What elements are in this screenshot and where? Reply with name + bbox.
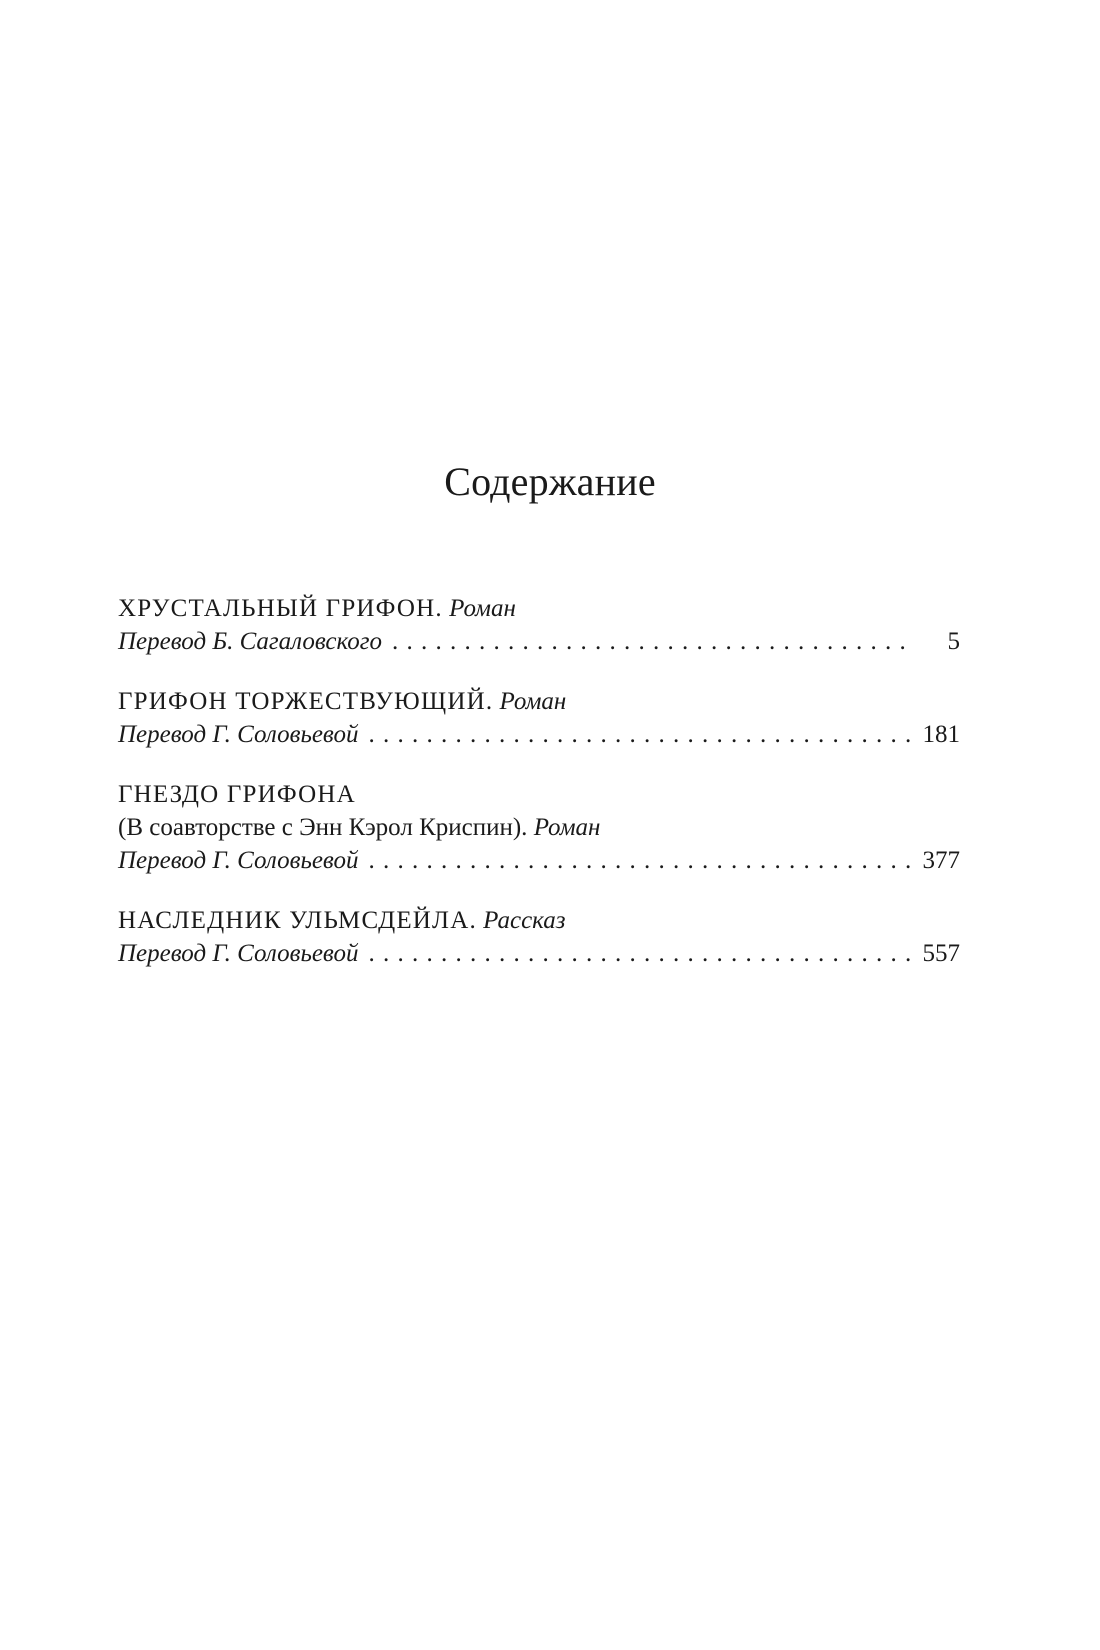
entry-coauthor-note: (В соавторстве с Энн Кэрол Криспин). <box>118 814 528 841</box>
entry-title: ГРИФОН ТОРЖЕСТВУЮЩИЙ. <box>118 688 494 715</box>
entry-title: ХРУСТАЛЬНЫЙ ГРИФОН. <box>118 595 443 622</box>
table-of-contents <box>118 592 960 970</box>
entry-genre: Роман <box>499 688 567 715</box>
entry-page-number: 181 <box>922 721 960 748</box>
dot-leader <box>392 625 914 658</box>
toc-entry-3 <box>118 778 960 877</box>
entry-translator-line <box>118 844 960 877</box>
entry-genre: Рассказ <box>483 907 566 934</box>
entry-translator: Перевод Г. Соловьевой <box>118 940 359 967</box>
entry-translator: Перевод Г. Соловьевой <box>118 721 359 748</box>
entry-translator: Перевод Б. Сагаловского <box>118 628 383 655</box>
entry-translator-line <box>118 937 960 970</box>
entry-translator-line <box>118 625 960 658</box>
entry-genre: Роман <box>533 814 601 841</box>
dot-leader <box>368 844 912 877</box>
dot-leader <box>368 937 912 970</box>
entry-page-number: 377 <box>922 847 960 874</box>
entry-title-line <box>118 685 960 718</box>
entry-title: ГНЕЗДО ГРИФОНА <box>118 781 356 808</box>
entry-title-line <box>118 904 960 937</box>
entry-translator: Перевод Г. Соловьевой <box>118 847 359 874</box>
entry-page-number: 5 <box>947 628 960 655</box>
toc-entry-1 <box>118 592 960 658</box>
entry-note-line <box>118 811 960 844</box>
toc-entry-2 <box>118 685 960 751</box>
entry-title: НАСЛЕДНИК УЛЬМСДЕЙЛА. <box>118 907 477 934</box>
entry-translator-line <box>118 718 960 751</box>
toc-entry-4 <box>118 904 960 970</box>
page-title: Содержание <box>444 459 656 504</box>
entry-page-number: 557 <box>922 940 960 967</box>
entry-genre: Роман <box>449 595 516 622</box>
entry-title-line <box>118 592 960 625</box>
dot-leader <box>368 718 912 751</box>
entry-title-line <box>118 778 960 811</box>
